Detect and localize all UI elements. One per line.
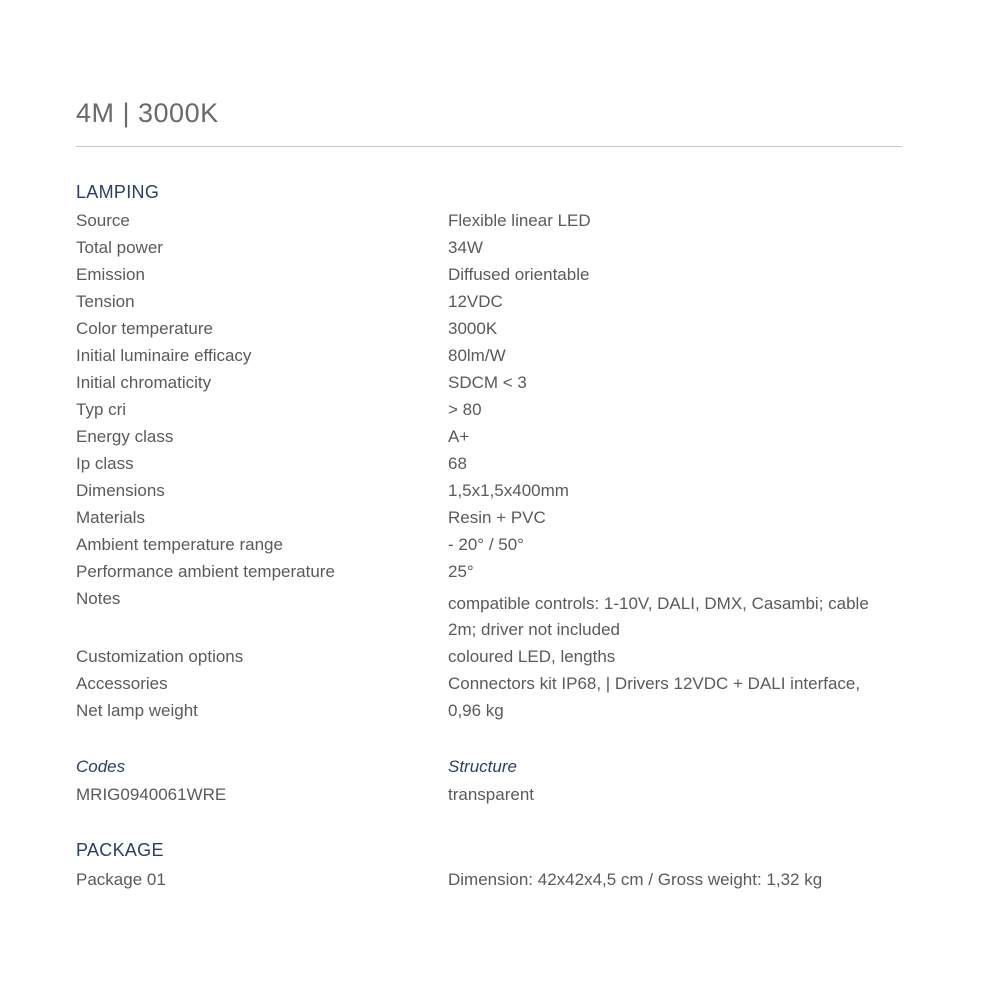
title-divider: [76, 146, 902, 147]
spec-value-customization: coloured LED, lengths: [448, 647, 616, 666]
spec-value-source: Flexible linear LED: [448, 211, 591, 230]
spec-label-total-power: Total power: [76, 238, 163, 257]
package-label: Package 01: [76, 870, 166, 889]
lamping-heading: LAMPING: [76, 182, 160, 202]
spec-label-performance-temp: Performance ambient temperature: [76, 562, 335, 581]
spec-label-materials: Materials: [76, 508, 145, 527]
package-value: Dimension: 42x42x4,5 cm / Gross weight: 1,32 kg: [448, 870, 823, 889]
spec-value-tension: 12VDC: [448, 292, 503, 311]
spec-label-ip-class: Ip class: [76, 454, 134, 473]
spec-value-ambient-range: - 20° / 50°: [448, 535, 524, 554]
spec-label-accessories: Accessories: [76, 674, 168, 693]
spec-value-chromaticity: SDCM < 3: [448, 373, 527, 392]
spec-label-efficacy: Initial luminaire efficacy: [76, 346, 252, 365]
spec-label-source: Source: [76, 211, 130, 230]
spec-label-chromaticity: Initial chromaticity: [76, 373, 212, 392]
spec-value-materials: Resin + PVC: [448, 508, 546, 527]
spec-label-dimensions: Dimensions: [76, 481, 165, 500]
spec-label-cri: Typ cri: [76, 400, 127, 419]
spec-label-customization: Customization options: [76, 647, 244, 666]
spec-value-cri: > 80: [448, 400, 482, 419]
spec-label-ambient-range: Ambient temperature range: [76, 535, 283, 554]
page-title: 4M | 3000K: [76, 98, 219, 128]
spec-value-ip-class: 68: [448, 454, 467, 473]
codes-heading: Codes: [76, 757, 126, 776]
spec-value-dimensions: 1,5x1,5x400mm: [448, 481, 569, 500]
spec-label-color-temperature: Color temperature: [76, 319, 214, 338]
spec-label-emission: Emission: [76, 265, 145, 284]
spec-label-energy-class: Energy class: [76, 427, 174, 446]
spec-value-performance-temp: 25°: [448, 562, 474, 581]
spec-value-emission: Diffused orientable: [448, 265, 590, 284]
spec-value-efficacy: 80lm/W: [448, 346, 506, 365]
spec-value-energy-class: A+: [448, 427, 470, 446]
spec-label-net-weight: Net lamp weight: [76, 701, 198, 720]
spec-value-total-power: 34W: [448, 238, 483, 257]
structure-heading: Structure: [448, 757, 517, 776]
structure-value: transparent: [448, 785, 534, 804]
spec-label-tension: Tension: [76, 292, 135, 311]
spec-value-accessories: Connectors kit IP68, | Drivers 12VDC + DALI interface,: [448, 674, 861, 693]
spec-label-notes: Notes: [76, 589, 121, 608]
spec-value-net-weight: 0,96 kg: [448, 701, 504, 720]
spec-value-notes: compatible controls: 1-10V, DALI, DMX, Casambi; cable 2m; driver not included: [448, 594, 869, 639]
codes-value: MRIG0940061WRE: [76, 785, 227, 804]
spec-value-color-temperature: 3000K: [448, 319, 498, 338]
package-heading: PACKAGE: [76, 840, 164, 860]
